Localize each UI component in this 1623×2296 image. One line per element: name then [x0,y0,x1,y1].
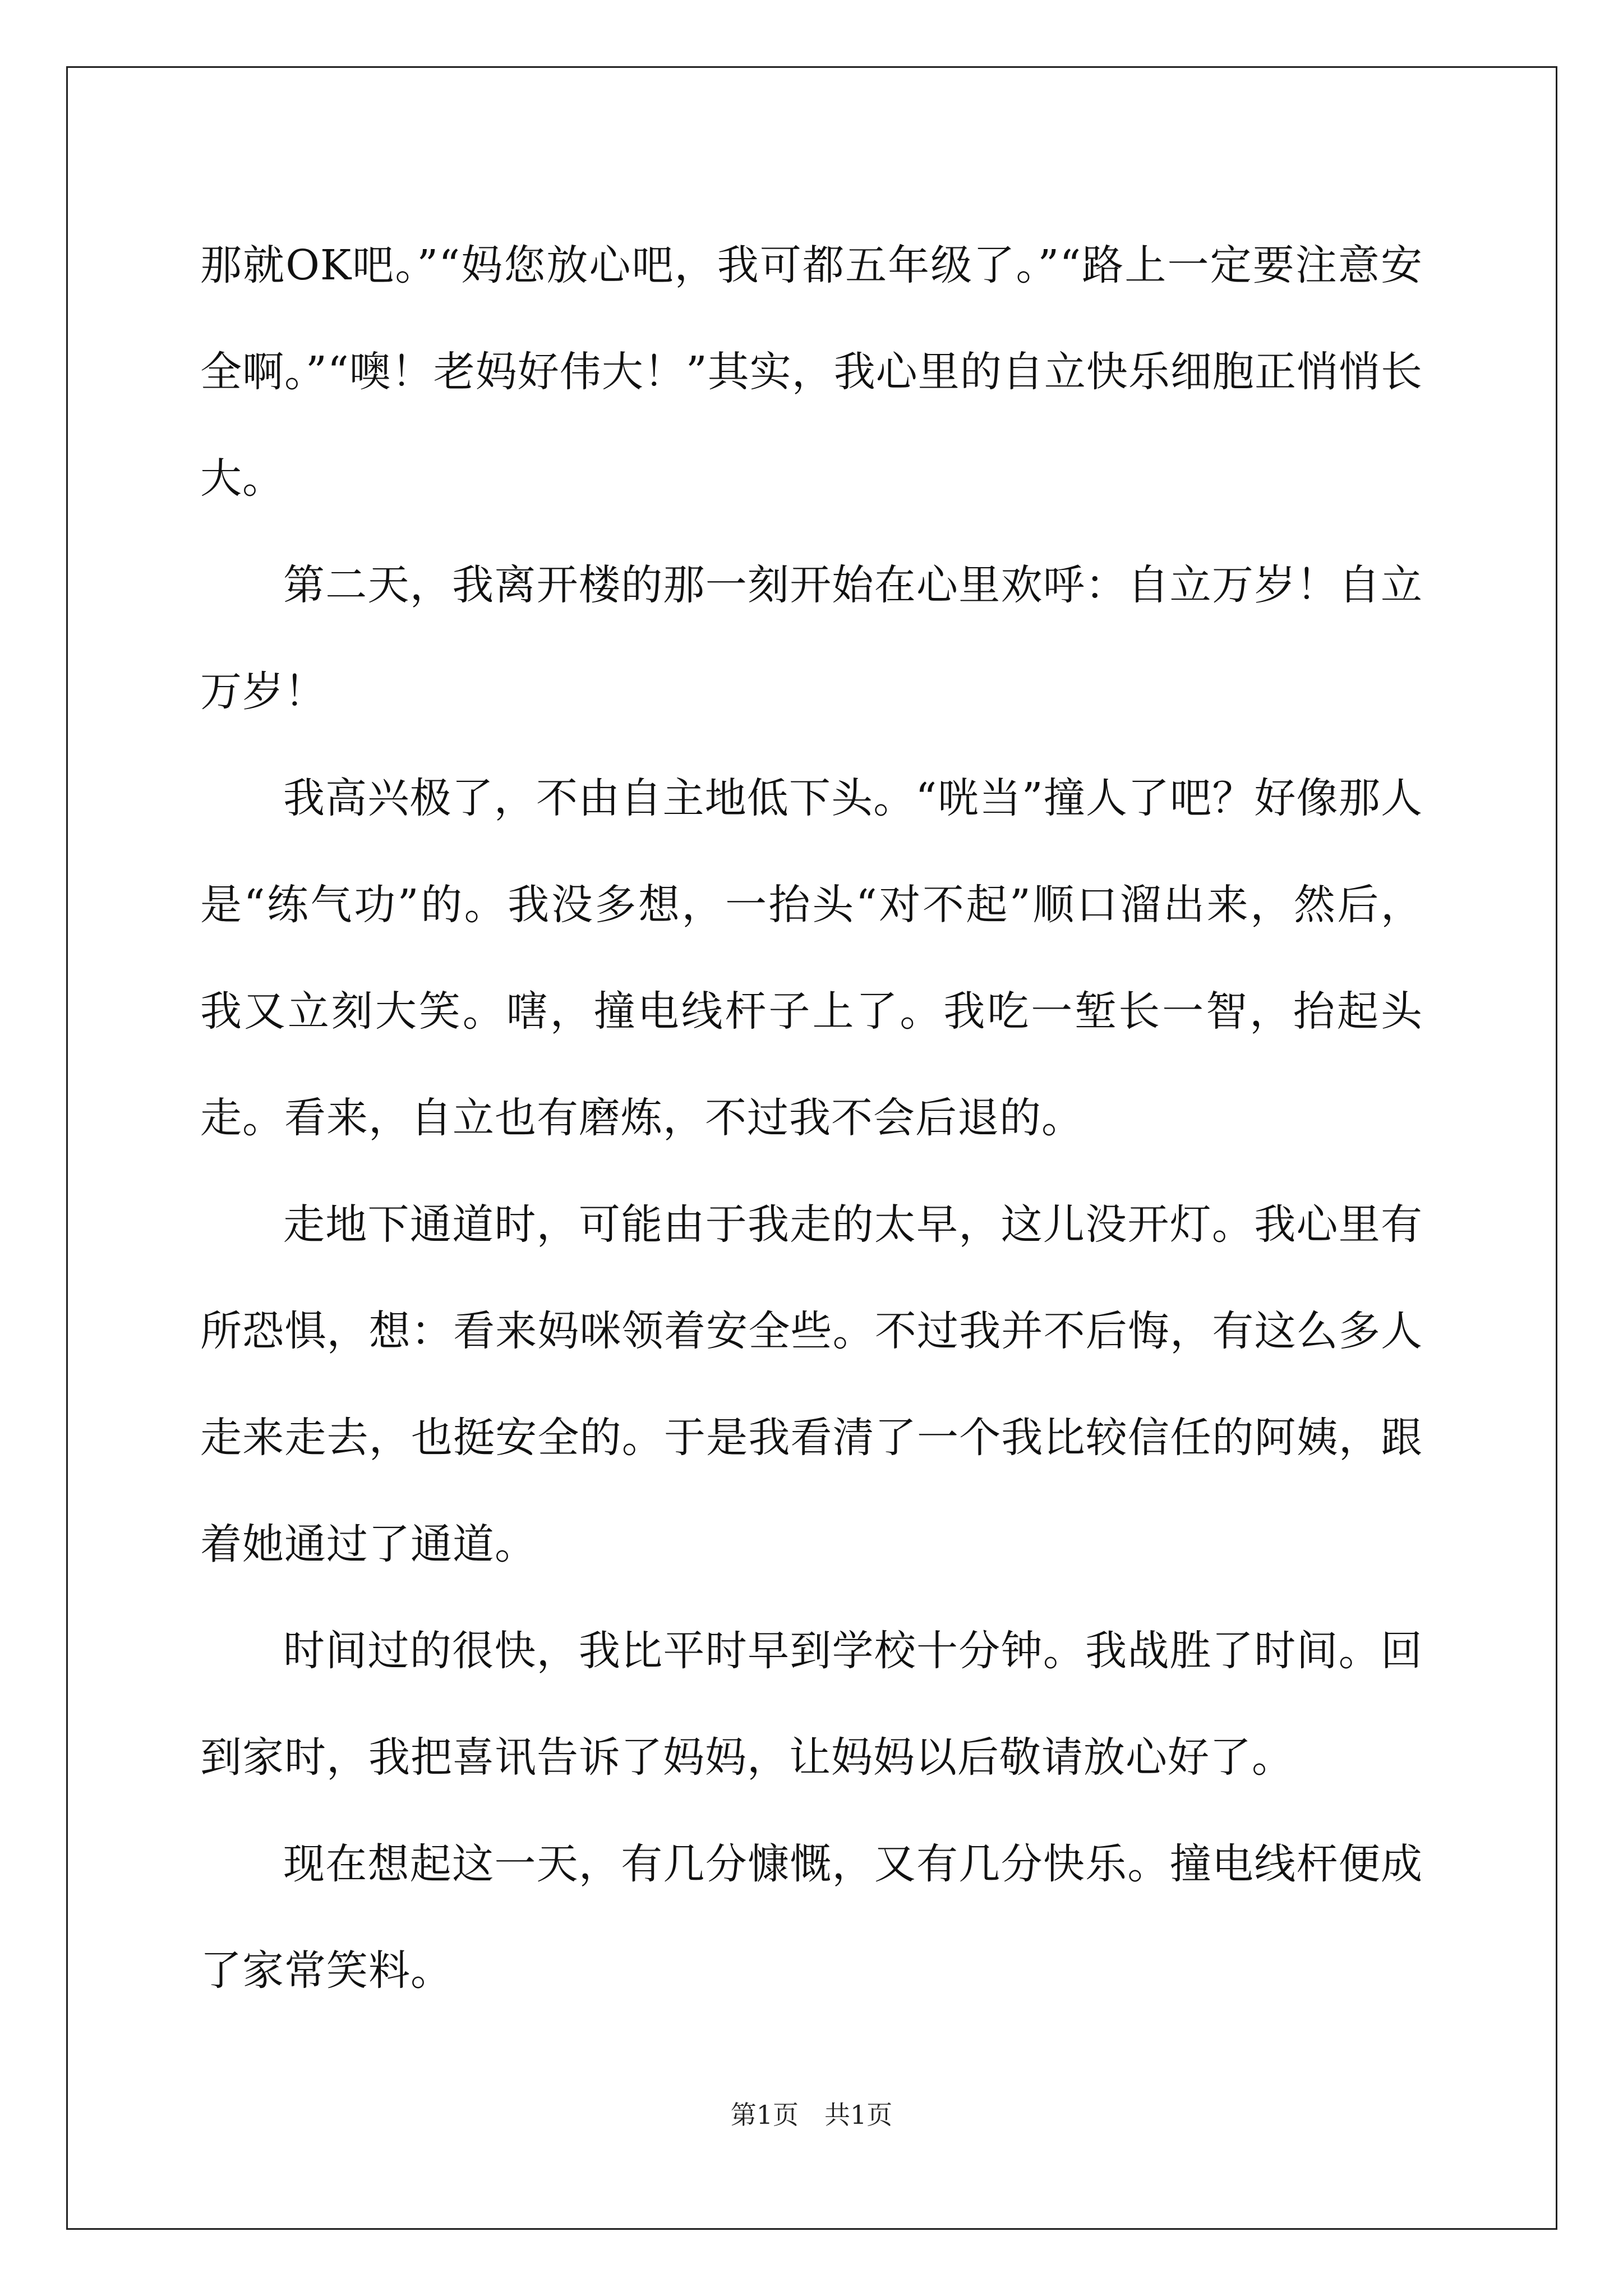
paragraph-1: 那就OK吧。”“妈您放心吧，我可都五年级了。”“路上一定要注意安全啊。”“噢！老妈好伟大！”其实，我心里的自立快乐细胞正悄悄长大。 [200,241,1423,503]
paragraph-3: 我高兴极了，不由自主地低下头。“咣当”撞人了吧？好像那人是“练气功”的。我没多想，一抬头“对不起”顺口溜出来，然后，我又立刻大笑。嗐，撞电线杆子上了。我吃一堑长一智，抬起头走。看来，自立也有磨炼，不过我不会后退的。 [200,774,1423,1142]
document-body [200,212,1423,2024]
paragraph-5: 时间过的很快，我比平时早到学校十分钟。我战胜了时间。回到家时，我把喜讯告诉了妈妈，让妈妈以后敬请放心好了。 [200,1627,1423,1782]
paragraph-2: 第二天，我离开楼的那一刻开始在心里欢呼：自立万岁！自立万岁！ [200,561,1423,716]
page-number-footer: 第1页 共1页 [730,2100,893,2130]
paragraph-4: 走地下通道时，可能由于我走的太早，这儿没开灯。我心里有所恐惧，想：看来妈咪领着安全些。不过我并不后悔，有这么多人走来走去，也挺安全的。于是我看清了一个我比较信任的阿姨，跟着她通过了通道。 [200,1200,1423,1568]
paragraph-6: 现在想起这一天，有几分慷慨，又有几分快乐。撞电线杆便成了家常笑料。 [200,1840,1423,1995]
